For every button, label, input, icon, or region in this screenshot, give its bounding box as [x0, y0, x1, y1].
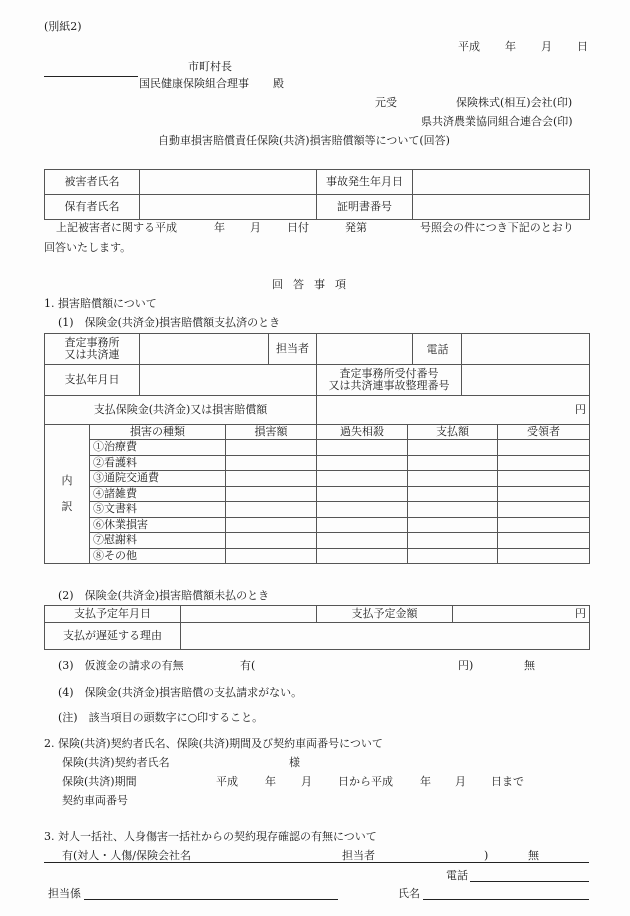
- recipient-cell[interactable]: [498, 502, 590, 518]
- unpaid-info-table: [44, 605, 590, 650]
- scheduled-amount-field[interactable]: [453, 606, 590, 623]
- section1-sub1-title: (1) 保険金(共済金)損害賠償額支払済のとき: [58, 316, 281, 329]
- damage-amount-cell[interactable]: [226, 471, 317, 487]
- victim-name-field[interactable]: [140, 170, 317, 195]
- victim-info-table: [44, 169, 590, 220]
- table-row: [45, 440, 590, 456]
- intro-day: 日付: [287, 221, 309, 234]
- breakdown-side-label-1: 内: [61, 474, 73, 487]
- period-from-month: 月: [301, 775, 312, 788]
- period-label: 保険(共済)期間: [62, 775, 137, 788]
- damage-type: ⑤文書料: [90, 502, 226, 518]
- breakdown-table: [44, 424, 590, 564]
- table-row: [45, 548, 590, 564]
- attachment-label: (別紙2): [44, 20, 82, 33]
- section2-title: 2. 保険(共済)契約者氏名、保険(共済)期間及び契約車両番号について: [44, 737, 383, 750]
- damage-amount-cell[interactable]: [226, 486, 317, 502]
- owner-name-field[interactable]: [140, 195, 317, 220]
- amount-field[interactable]: [317, 396, 590, 425]
- period-from-day: 日から平成: [338, 775, 393, 788]
- name-label: 氏名: [398, 887, 420, 900]
- damage-amount-cell[interactable]: [226, 533, 317, 549]
- section1-sub2-title: (2) 保険金(共済金)損害賠償額未払のとき: [58, 589, 270, 602]
- sender-coop: 県共済農業協同組合連合会(印): [421, 115, 573, 128]
- phone-divider: [461, 333, 462, 364]
- damage-type: ④諸雑費: [90, 486, 226, 502]
- payment-cell[interactable]: [408, 533, 498, 549]
- payment-cell[interactable]: [408, 455, 498, 471]
- addressee-mayor: 市町村長: [188, 60, 232, 73]
- section1-title: 1. 損害賠償額について: [44, 297, 157, 310]
- table-row: [45, 471, 590, 487]
- pay-date-label: 支払年月日: [45, 365, 140, 396]
- section3-title: 3. 対人一括社、人身傷害一括社からの契約現存確認の有無について: [44, 830, 377, 843]
- person-label: 担当者: [269, 334, 317, 365]
- breakdown-side-label: [45, 425, 90, 564]
- addressee-honorific: 殿: [273, 77, 284, 90]
- negligence-cell[interactable]: [317, 486, 408, 502]
- sender-prefix: 元受: [375, 96, 397, 109]
- recipient-cell[interactable]: [498, 455, 590, 471]
- scheduled-date-label: 支払予定年月日: [45, 606, 181, 623]
- certificate-no-label: 証明書番号: [317, 195, 413, 220]
- intro-text-a: 上記被害者に関する平成: [56, 221, 177, 234]
- damage-amount-cell[interactable]: [226, 440, 317, 456]
- recipient-cell[interactable]: [498, 533, 590, 549]
- vehicle-label: 契約車両番号: [62, 794, 128, 807]
- damage-type: ②看護料: [90, 455, 226, 471]
- delay-reason-field[interactable]: [181, 623, 590, 650]
- payment-cell[interactable]: [408, 471, 498, 487]
- damage-type: ①治療費: [90, 440, 226, 456]
- response-heading: 回答事項: [272, 278, 356, 291]
- no-claim-line: (4) 保険金(共済金)損害賠償の支払請求がない。: [58, 686, 303, 699]
- amount-unit: 円: [575, 403, 586, 416]
- date-day: 日: [577, 40, 588, 53]
- recipient-cell[interactable]: [498, 471, 590, 487]
- intro-text-line2: 回答いたします。: [44, 241, 132, 254]
- breakdown-side-label-2: 訳: [61, 500, 73, 513]
- receipt-no-label-line1: 査定事務所受付番号: [339, 367, 439, 380]
- accident-date-label: 事故発生年月日: [317, 170, 413, 195]
- scheduled-amount-unit: 円: [575, 607, 586, 620]
- office-label-line2: 又は共済連: [64, 348, 120, 361]
- payment-cell[interactable]: [408, 517, 498, 533]
- phone-field[interactable]: [462, 334, 590, 365]
- col-header-type: 損害の種類: [90, 425, 226, 440]
- scheduled-amount-label: 支払予定金額: [317, 606, 453, 623]
- provisional-no[interactable]: 無: [524, 659, 535, 672]
- recipient-cell[interactable]: [498, 440, 590, 456]
- scheduled-date-field[interactable]: [181, 606, 317, 623]
- date-era: 平成: [458, 40, 480, 53]
- amount-label: 支払保険金(共済金)又は損害賠償額: [45, 396, 317, 425]
- owner-name-label: 保有者氏名: [45, 195, 140, 220]
- payment-cell[interactable]: [408, 486, 498, 502]
- damage-amount-cell[interactable]: [226, 502, 317, 518]
- intro-text-b: 号照会の件につき下記のとおり: [420, 221, 574, 234]
- period-from-year: 年: [265, 775, 276, 788]
- damage-type: ③通院交通費: [90, 471, 226, 487]
- negligence-cell[interactable]: [317, 533, 408, 549]
- confirmation-close-paren: ): [484, 849, 489, 862]
- period-to-year: 年: [420, 775, 431, 788]
- negligence-cell[interactable]: [317, 471, 408, 487]
- phone-field-footer[interactable]: [470, 881, 589, 882]
- payment-cell[interactable]: [408, 502, 498, 518]
- phone-label-footer: 電話: [446, 869, 468, 882]
- sender-company: 保険株式(相互)会社(印): [456, 96, 573, 109]
- phone-label: 電話: [426, 342, 449, 356]
- paid-info-table: [44, 333, 590, 425]
- confirmation-underline: [44, 862, 589, 863]
- damage-type: ⑦慰謝料: [90, 533, 226, 549]
- document-title: 自動車損害賠償責任保険(共済)損害賠償額等について(回答): [158, 134, 450, 147]
- recipient-cell[interactable]: [498, 517, 590, 533]
- name-field[interactable]: [423, 899, 589, 900]
- intro-issue: 発第: [345, 221, 367, 234]
- intro-month: 月: [250, 221, 261, 234]
- confirmation-yes[interactable]: 有(対人・人傷/保険会社名: [62, 849, 191, 862]
- certificate-no-field[interactable]: [413, 195, 590, 220]
- receipt-no-field[interactable]: [462, 365, 590, 396]
- confirmation-no[interactable]: 無: [528, 849, 539, 862]
- recipient-cell[interactable]: [498, 548, 590, 564]
- delay-reason-label: 支払が遅延する理由: [45, 623, 181, 650]
- date-year: 年: [505, 40, 516, 53]
- table-row: [45, 517, 590, 533]
- date-month: 月: [541, 40, 552, 53]
- negligence-cell[interactable]: [317, 440, 408, 456]
- negligence-cell[interactable]: [317, 455, 408, 471]
- staff-field[interactable]: [84, 899, 338, 900]
- receipt-no-label: [317, 365, 462, 396]
- damage-amount-cell[interactable]: [226, 517, 317, 533]
- intro-year: 年: [214, 221, 225, 234]
- col-header-damage: 損害額: [226, 425, 317, 440]
- accident-date-field[interactable]: [413, 170, 590, 195]
- period-to-day: 日まで: [491, 775, 524, 788]
- recipient-cell[interactable]: [498, 486, 590, 502]
- damage-type: ⑥休業損害: [90, 517, 226, 533]
- table-row: [45, 486, 590, 502]
- addressee-director: 国民健康保険組合理事: [139, 77, 249, 90]
- office-field[interactable]: [140, 334, 269, 365]
- staff-label: 担当係: [48, 887, 81, 900]
- table-row: [45, 502, 590, 518]
- provisional-yen: 円): [458, 659, 474, 672]
- confirmation-person-label: 担当者: [342, 849, 375, 862]
- holder-honorific: 様: [289, 756, 300, 769]
- col-header-recipient: 受領者: [498, 425, 590, 440]
- damage-amount-cell[interactable]: [226, 455, 317, 471]
- table-row: [45, 533, 590, 549]
- provisional-label: (3) 仮渡金の請求の有無: [58, 659, 184, 672]
- payment-cell[interactable]: [408, 440, 498, 456]
- negligence-cell[interactable]: [317, 502, 408, 518]
- payment-cell[interactable]: [408, 548, 498, 564]
- col-header-payment: 支払額: [408, 425, 498, 440]
- office-label: [45, 334, 140, 365]
- addressee-blank[interactable]: [44, 76, 138, 77]
- period-to-month: 月: [455, 775, 466, 788]
- negligence-cell[interactable]: [317, 548, 408, 564]
- damage-type: ⑧その他: [90, 548, 226, 564]
- damage-amount-cell[interactable]: [226, 548, 317, 564]
- holder-label: 保険(共済)契約者氏名: [62, 756, 170, 769]
- receipt-no-label-line2: 又は共済連事故整理番号: [328, 379, 450, 392]
- provisional-yes[interactable]: 有(: [240, 659, 256, 672]
- table-row: [45, 455, 590, 471]
- note-line: (注) 該当項目の頭数字に○印すること。: [58, 711, 264, 724]
- phone-label-cell: [412, 333, 462, 364]
- pay-date-field[interactable]: [140, 365, 317, 396]
- office-label-line1: 査定事務所: [64, 336, 120, 349]
- col-header-negligence: 過失相殺: [317, 425, 408, 440]
- period-from-era: 平成: [216, 775, 238, 788]
- victim-name-label: 被害者氏名: [45, 170, 140, 195]
- negligence-cell[interactable]: [317, 517, 408, 533]
